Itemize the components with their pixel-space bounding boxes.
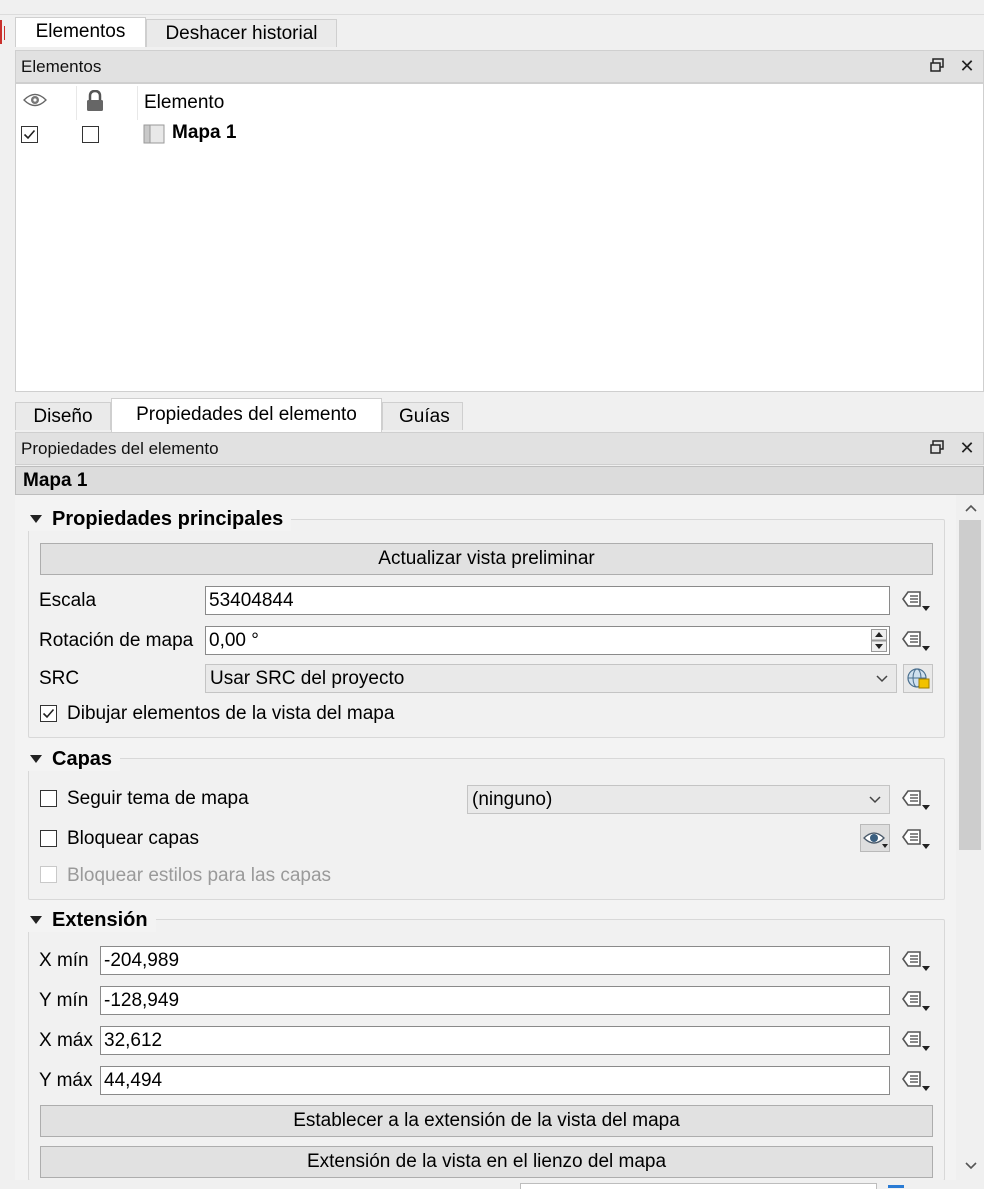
data-defined-override-icon[interactable] <box>900 826 930 852</box>
list-item-label: Mapa 1 <box>172 122 237 143</box>
map-theme-value: (ninguno) <box>472 789 553 810</box>
column-separator <box>76 86 77 120</box>
scale-input[interactable]: 53404844 <box>205 586 890 615</box>
item-title: Mapa 1 <box>15 466 984 495</box>
visibility-checkbox[interactable] <box>21 126 38 143</box>
xmin-input[interactable]: -204,989 <box>100 946 890 975</box>
map-item-icon <box>143 124 165 150</box>
ymax-label: Y máx <box>39 1070 93 1091</box>
collapse-triangle-icon <box>30 916 42 924</box>
crs-globe-icon[interactable] <box>903 664 933 693</box>
rotation-input[interactable] <box>205 626 890 655</box>
close-icon[interactable]: ✕ <box>959 56 975 76</box>
lock-icon <box>85 90 105 118</box>
edge-mark <box>0 20 2 44</box>
float-panel-icon[interactable] <box>926 433 948 464</box>
rotation-value: 0,00 ° <box>209 630 259 651</box>
data-defined-override-icon[interactable] <box>900 988 930 1014</box>
tab-elementos[interactable]: Elementos <box>15 17 146 47</box>
eye-icon[interactable] <box>860 824 890 852</box>
eye-icon <box>23 92 47 114</box>
follow-theme-label: Seguir tema de mapa <box>67 788 249 809</box>
tab-guias[interactable]: Guías <box>382 402 463 430</box>
float-panel-icon[interactable] <box>926 51 948 82</box>
main-properties-title[interactable]: Propiedades principales <box>28 507 291 531</box>
data-defined-override-icon[interactable] <box>900 1068 930 1094</box>
tab-diseno[interactable]: Diseño <box>15 402 111 430</box>
draw-items-checkbox[interactable] <box>40 705 57 722</box>
data-defined-override-icon[interactable] <box>900 1028 930 1054</box>
tab-deshacer-historial[interactable]: Deshacer historial <box>146 19 337 47</box>
src-select[interactable] <box>205 664 897 693</box>
spinbox-arrows-icon[interactable] <box>871 629 887 652</box>
lock-styles-label: Bloquear estilos para las capas <box>67 865 332 886</box>
collapse-triangle-icon <box>30 515 42 523</box>
view-extent-button[interactable]: Extensión de la vista en el lienzo del mapa <box>40 1146 933 1178</box>
xmax-label: X máx <box>39 1030 93 1051</box>
scroll-down-icon[interactable] <box>957 1155 984 1177</box>
lock-layers-label: Bloquear capas <box>67 828 200 849</box>
top-strip <box>0 0 984 15</box>
ymin-input[interactable]: -128,949 <box>100 986 890 1015</box>
rotation-label: Rotación de mapa <box>39 630 194 651</box>
data-defined-override-icon[interactable] <box>900 948 930 974</box>
properties-dock-header <box>15 432 984 465</box>
src-value: Usar SRC del proyecto <box>210 668 405 689</box>
data-defined-override-icon[interactable] <box>900 628 930 654</box>
tab-propiedades-del-elemento[interactable]: Propiedades del elemento <box>111 398 382 432</box>
scroll-up-icon[interactable] <box>957 497 984 519</box>
elements-list[interactable] <box>15 83 984 392</box>
data-defined-override-icon[interactable] <box>900 787 930 813</box>
scale-label: Escala <box>39 590 97 611</box>
elements-dock-header <box>15 50 984 83</box>
status-field <box>520 1183 877 1189</box>
xmax-input[interactable]: 32,612 <box>100 1026 890 1055</box>
ymin-label: Y mín <box>39 990 89 1011</box>
extent-title[interactable]: Extensión <box>28 908 156 932</box>
src-label: SRC <box>39 668 80 689</box>
collapse-triangle-icon <box>30 755 42 763</box>
set-extent-button[interactable]: Establecer a la extensión de la vista del mapa <box>40 1105 933 1137</box>
properties-scrollbar[interactable] <box>957 495 984 1177</box>
lock-layers-checkbox[interactable] <box>40 830 57 847</box>
layers-title[interactable]: Capas <box>28 747 120 771</box>
xmin-label: X mín <box>39 950 89 971</box>
column-header-elemento: Elemento <box>144 92 225 113</box>
elements-dock-title: Elementos <box>21 57 102 76</box>
close-icon[interactable]: ✕ <box>959 438 975 458</box>
map-theme-select[interactable] <box>467 785 890 814</box>
ymax-input[interactable]: 44,494 <box>100 1066 890 1095</box>
scrollbar-thumb[interactable] <box>959 520 981 850</box>
update-preview-button[interactable]: Actualizar vista preliminar <box>40 543 933 575</box>
follow-theme-checkbox[interactable] <box>40 790 57 807</box>
column-separator <box>137 86 138 120</box>
properties-dock-title: Propiedades del elemento <box>21 439 219 458</box>
data-defined-override-icon[interactable] <box>900 588 930 614</box>
lock-checkbox[interactable] <box>82 126 99 143</box>
edge-mark-2 <box>4 26 5 40</box>
chevron-down-icon <box>876 665 888 701</box>
status-indicator <box>888 1185 904 1188</box>
bottom-strip <box>0 1180 984 1189</box>
draw-items-label: Dibujar elementos de la vista del mapa <box>67 703 395 724</box>
lock-styles-checkbox[interactable] <box>40 866 57 883</box>
chevron-down-icon <box>869 786 881 822</box>
